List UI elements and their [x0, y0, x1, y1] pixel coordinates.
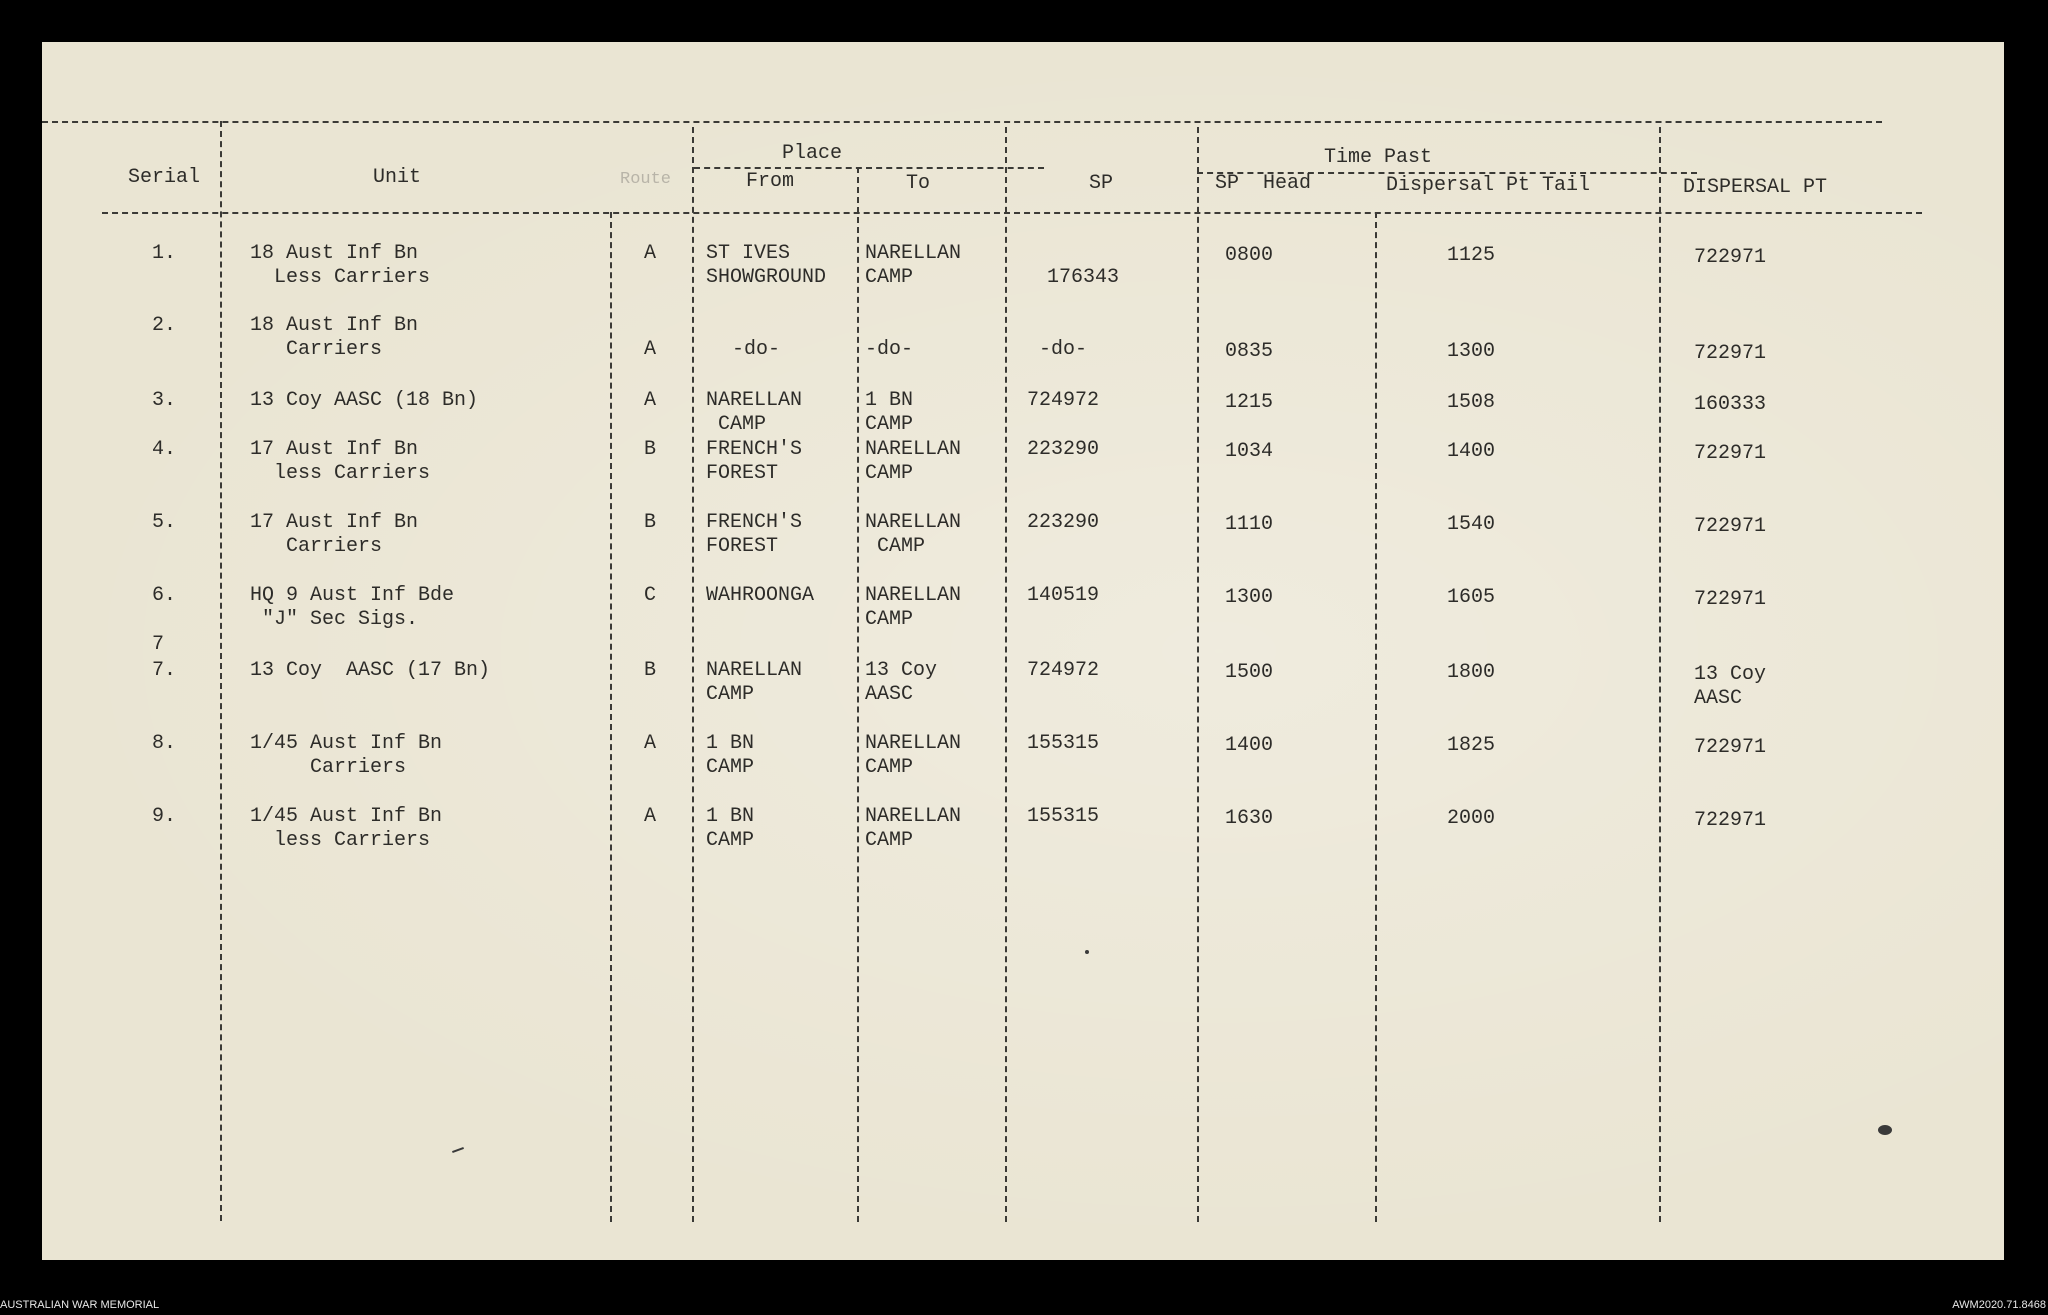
row-route: A — [644, 732, 657, 755]
header-dispersal-tail: Dispersal Pt Tail — [1386, 174, 1591, 197]
header-time-past: Time Past — [1324, 146, 1433, 169]
header-sp-head: SP Head — [1215, 172, 1312, 195]
row-sp-head: 1034 — [1225, 440, 1274, 463]
row-unit: Carriers — [250, 338, 383, 361]
row-dispersal-tail: 1825 — [1447, 734, 1496, 757]
header-from: From — [746, 170, 795, 193]
row-sp-head: 0835 — [1225, 340, 1274, 363]
row-dispersal-pt: 722971 — [1694, 588, 1767, 611]
row-unit: 13 Coy AASC (17 Bn) — [250, 659, 491, 682]
row-route: A — [644, 242, 657, 265]
row-sp: 155315 — [1027, 732, 1100, 755]
row-unit: Carriers — [250, 756, 407, 779]
row-serial: 8. — [152, 732, 177, 755]
col-rule-6 — [1197, 127, 1199, 1222]
row-dispersal-pt: 13 Coy — [1694, 663, 1767, 686]
row-route: B — [644, 438, 657, 461]
col-rule-8 — [1659, 127, 1661, 1222]
row-to: CAMP — [865, 413, 914, 436]
header-place: Place — [782, 142, 843, 165]
row-dispersal-pt: AASC — [1694, 687, 1743, 710]
row-to: 13 Coy — [865, 659, 938, 682]
row-to: NARELLAN — [865, 511, 962, 534]
row-from: 1 BN — [706, 805, 755, 828]
header-dispersal-pt: DISPERSAL PT — [1683, 176, 1828, 199]
row-dispersal-pt: 722971 — [1694, 736, 1767, 759]
row-dispersal-tail: 1125 — [1447, 244, 1496, 267]
paper-mark — [452, 1147, 464, 1153]
row-from: SHOWGROUND — [706, 266, 827, 289]
row-serial: 6. — [152, 584, 177, 607]
row-from: FRENCH'S — [706, 511, 803, 534]
row-from: CAMP — [706, 683, 755, 706]
row-from: CAMP — [706, 756, 755, 779]
row-from: ST IVES — [706, 242, 791, 265]
row-to: CAMP — [865, 266, 914, 289]
row-dispersal-tail: 2000 — [1447, 807, 1496, 830]
row-route: C — [644, 584, 657, 607]
row-sp-head: 1110 — [1225, 513, 1274, 536]
row-unit: 18 Aust Inf Bn — [250, 314, 419, 337]
row-to: CAMP — [865, 608, 914, 631]
row-unit: 17 Aust Inf Bn — [250, 511, 419, 534]
row-from: CAMP — [706, 413, 767, 436]
col-rule-4 — [857, 167, 859, 1222]
row-dispersal-pt: 722971 — [1694, 342, 1767, 365]
row-unit: "J" Sec Sigs. — [250, 608, 419, 631]
col-rule-5 — [1005, 127, 1007, 1222]
row-sp: 176343 — [1047, 266, 1120, 289]
row-to: NARELLAN — [865, 242, 962, 265]
row-unit: HQ 9 Aust Inf Bde — [250, 584, 455, 607]
row-to: 1 BN — [865, 389, 914, 412]
header-to: To — [906, 172, 931, 195]
row-sp-head: 1630 — [1225, 807, 1274, 830]
row-sp: -do- — [1039, 338, 1088, 361]
row-to: NARELLAN — [865, 805, 962, 828]
row-serial: 4. — [152, 438, 177, 461]
row-dispersal-tail: 1300 — [1447, 340, 1496, 363]
header-route: Route — [620, 170, 672, 189]
row-route: A — [644, 389, 657, 412]
place-rule — [694, 167, 1044, 169]
row-to: NARELLAN — [865, 732, 962, 755]
row-unit: less Carriers — [250, 462, 431, 485]
row-serial: 1. — [152, 242, 177, 265]
row-unit: Carriers — [250, 535, 383, 558]
row-from: FRENCH'S — [706, 438, 803, 461]
row-to: CAMP — [865, 462, 914, 485]
row-from: FOREST — [706, 535, 779, 558]
row-sp: 155315 — [1027, 805, 1100, 828]
paper-mark — [1085, 950, 1089, 954]
row-dispersal-pt: 160333 — [1694, 393, 1767, 416]
row-unit: 17 Aust Inf Bn — [250, 438, 419, 461]
row-route: B — [644, 659, 657, 682]
row-unit: 13 Coy AASC (18 Bn) — [250, 389, 479, 412]
row-to: AASC — [865, 683, 914, 706]
row-from: 1 BN — [706, 732, 755, 755]
col-rule-7 — [1375, 212, 1377, 1222]
header-serial: Serial — [128, 166, 201, 189]
row-dispersal-pt: 722971 — [1694, 515, 1767, 538]
row-to: CAMP — [865, 829, 914, 852]
header-bottom-rule — [102, 212, 1922, 214]
row-sp: 724972 — [1027, 389, 1100, 412]
row-to: -do- — [865, 338, 914, 361]
row-to: NARELLAN — [865, 438, 962, 461]
row-to: CAMP — [865, 756, 914, 779]
row-from: WAHROONGA — [706, 584, 815, 607]
footer-right: AWM2020.71.8468 — [1952, 1299, 2046, 1311]
row-unit: Less Carriers — [250, 266, 431, 289]
col-rule-1 — [220, 121, 222, 1221]
row-serial-note: 7 — [152, 633, 165, 656]
row-dispersal-tail: 1605 — [1447, 586, 1496, 609]
row-route: A — [644, 805, 657, 828]
row-from: NARELLAN — [706, 389, 803, 412]
row-unit: 1/45 Aust Inf Bn — [250, 732, 443, 755]
row-sp: 223290 — [1027, 438, 1100, 461]
row-route: B — [644, 511, 657, 534]
row-to: CAMP — [865, 535, 926, 558]
row-sp: 223290 — [1027, 511, 1100, 534]
row-unit: less Carriers — [250, 829, 431, 852]
row-sp: 724972 — [1027, 659, 1100, 682]
row-dispersal-pt: 722971 — [1694, 246, 1767, 269]
row-dispersal-pt: 722971 — [1694, 809, 1767, 832]
document-page — [42, 42, 2004, 1260]
row-to: NARELLAN — [865, 584, 962, 607]
row-serial: 2. — [152, 314, 177, 337]
row-sp-head: 1215 — [1225, 391, 1274, 414]
row-sp-head: 0800 — [1225, 244, 1274, 267]
row-sp-head: 1300 — [1225, 586, 1274, 609]
row-dispersal-tail: 1400 — [1447, 440, 1496, 463]
row-unit: 18 Aust Inf Bn — [250, 242, 419, 265]
top-rule — [42, 121, 1882, 123]
col-rule-3 — [692, 127, 694, 1222]
row-dispersal-tail: 1800 — [1447, 661, 1496, 684]
header-unit: Unit — [373, 166, 422, 189]
row-serial: 3. — [152, 389, 177, 412]
footer-left: AUSTRALIAN WAR MEMORIAL — [0, 1299, 160, 1311]
row-sp: 140519 — [1027, 584, 1100, 607]
row-route: A — [644, 338, 657, 361]
row-from: NARELLAN — [706, 659, 803, 682]
row-sp-head: 1500 — [1225, 661, 1274, 684]
row-dispersal-tail: 1508 — [1447, 391, 1496, 414]
col-rule-2 — [610, 212, 612, 1222]
paper-mark — [1878, 1125, 1892, 1135]
row-unit: 1/45 Aust Inf Bn — [250, 805, 443, 828]
row-serial: 7. — [152, 659, 177, 682]
row-from: -do- — [732, 338, 781, 361]
row-dispersal-pt: 722971 — [1694, 442, 1767, 465]
row-from: CAMP — [706, 829, 755, 852]
header-sp: SP — [1089, 172, 1114, 195]
row-serial: 9. — [152, 805, 177, 828]
row-from: FOREST — [706, 462, 779, 485]
row-sp-head: 1400 — [1225, 734, 1274, 757]
row-dispersal-tail: 1540 — [1447, 513, 1496, 536]
row-serial: 5. — [152, 511, 177, 534]
